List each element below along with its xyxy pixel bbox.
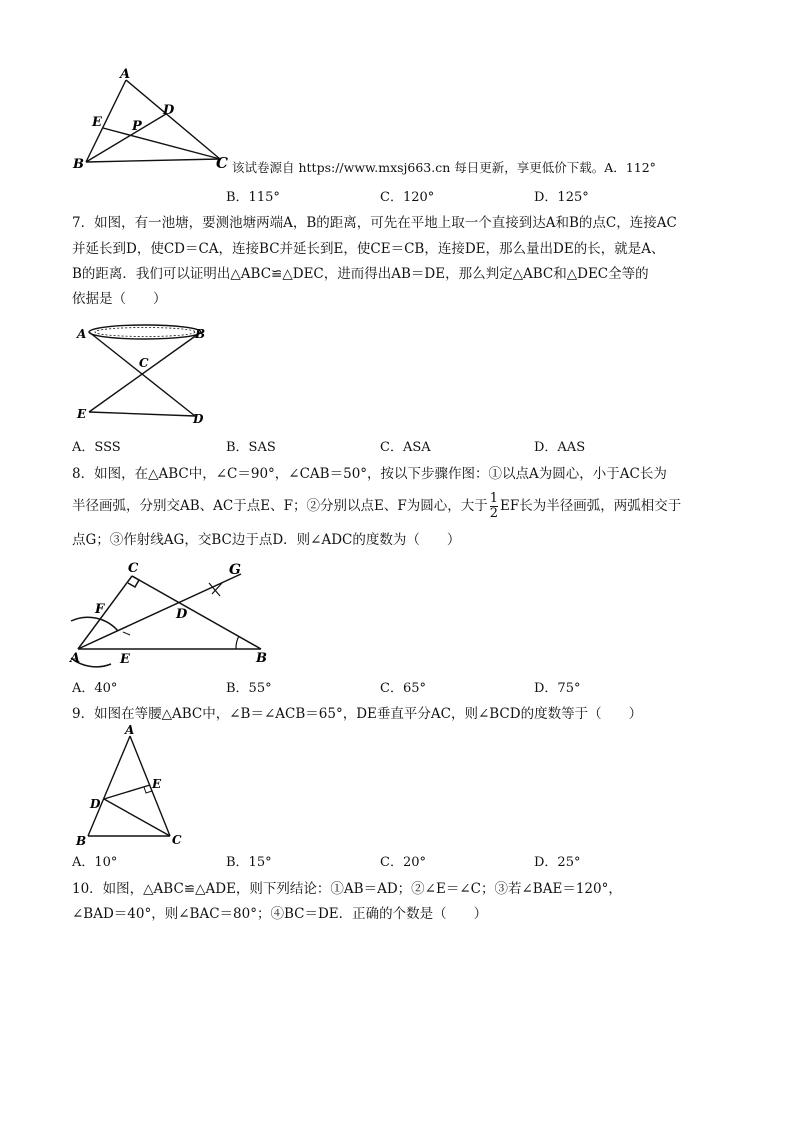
q9-option-c: C．20° [380, 855, 426, 870]
q8-label-f: F [95, 602, 105, 617]
q8-arc-f [71, 617, 118, 631]
q8-angle-b-arc [236, 636, 239, 649]
q8-label-c: C [128, 561, 139, 576]
q6-option-c: C．120° [380, 190, 435, 205]
q8-text-line2 [72, 490, 681, 522]
q7-label-b: B [195, 327, 206, 341]
q8-fraction-numerator: 1 [489, 491, 498, 506]
q8-label-d: D [176, 607, 188, 622]
q6-label-e: E [92, 115, 102, 130]
q7-label-d: D [193, 412, 204, 426]
q9-label-c: C [172, 833, 182, 847]
q8-label-g: G [229, 562, 241, 578]
q9-label-a: A [125, 724, 135, 737]
q7-segment-be [89, 332, 201, 412]
q6-source-note [232, 159, 656, 177]
q7-option-c: C．ASA [380, 440, 431, 455]
q9-option-d: D．25° [534, 855, 581, 870]
q8-option-b: B．55° [226, 681, 272, 696]
q7-text-line2: 并延长到D，使CD＝CA，连接BC并延长到E，使CE＝CB，连接DE，那么量出DE的长，就是A、 [72, 241, 665, 257]
q9-label-d: D [90, 797, 101, 811]
q8-option-c: C．65° [380, 681, 426, 696]
q8-label-e: E [120, 652, 130, 667]
q7-text-line3: B的距离．我们可以证明出△ABC≌△DEC，进而得出AB＝DE，那么判定△ABC和△DEC全等的 [72, 266, 649, 282]
q6-label-d: D [163, 103, 175, 118]
q7-option-a: A．SSS [72, 440, 121, 455]
q9-text-line1: 9．如图在等腰△ABC中，∠B＝∠ACB＝65°，DE垂直平分AC，则∠BCD的度数等于（ ） [72, 706, 643, 722]
q9-side-ab [88, 736, 130, 836]
q8-figure [66, 556, 276, 668]
q9-label-b: B [76, 834, 87, 848]
q6-source-text: 该试卷源自 https://www.mxsj663.cn 每日更新，享更低价下载。 [232, 160, 605, 175]
q9-option-a: A．10° [72, 855, 118, 870]
q8-text-line2-a: 半径画弧，分别交AB、AC于点E、F；②分别以点E、F为圆心，大于 [72, 498, 488, 514]
q9-side-ac [130, 736, 170, 836]
q8-fraction-denominator: 2 [489, 506, 498, 521]
q7-option-b: B．SAS [226, 440, 276, 455]
q10-text-line2: ∠BAD＝40°，则∠BAC＝80°；④BC＝DE．正确的个数是（ ） [72, 906, 488, 922]
q7-label-e: E [77, 407, 87, 421]
q7-pond [89, 325, 201, 339]
q7-option-d: D．AAS [534, 440, 586, 455]
q7-label-c: C [139, 356, 149, 370]
q7-figure [75, 318, 215, 428]
q6-option-a: A．112° [604, 160, 656, 175]
q7-segment-ed [89, 412, 195, 416]
q6-label-b: B [73, 157, 84, 172]
q9-figure [72, 724, 192, 848]
q8-text-line2-b: EF长为半径画弧，两弧相交于 [499, 498, 682, 514]
q6-option-d: D．125° [534, 190, 589, 205]
q9-label-e: E [152, 777, 162, 791]
q9-option-b: B．15° [226, 855, 272, 870]
q7-label-a: A [77, 327, 87, 341]
q8-text-line3: 点G；③作射线AG，交BC边于点D．则∠ADC的度数为（ ） [72, 532, 461, 548]
q6-label-c: C [216, 154, 228, 172]
q8-side-cb [132, 576, 261, 649]
q8-fraction-half [490, 492, 498, 521]
q6-figure [70, 62, 235, 174]
q8-right-angle-mark [128, 576, 139, 587]
q6-label-a: A [120, 67, 131, 82]
q8-side-ac [78, 576, 132, 649]
q8-label-b: B [256, 651, 267, 666]
q10-text-line1: 10．如图，△ABC≌△ADE，则下列结论：①AB＝AD；②∠E＝∠C；③若∠BAE＝120°， [72, 881, 622, 897]
q8-label-a: A [70, 651, 81, 666]
q6-side-bc [86, 159, 220, 162]
q8-option-a: A．40° [72, 681, 118, 696]
q8-text-line1: 8．如图，在△ABC中，∠C＝90°，∠CAB＝50°，按以下步骤作图：①以点A为圆心，小于AC长为 [72, 466, 667, 482]
q6-label-p: P [132, 119, 142, 134]
q6-option-b: B．115° [226, 190, 280, 205]
q9-segment-de [104, 785, 150, 799]
q8-tick-mark [123, 632, 130, 635]
q7-text-line1: 7．如图，有一池塘，要测池塘两端A，B的距离，可先在平地上取一个直接到达A和B的点C，连接AC [72, 215, 677, 231]
q9-segment-dc [104, 799, 170, 836]
q7-text-line4: 依据是（ ） [72, 291, 167, 307]
q8-option-d: D．75° [534, 681, 581, 696]
